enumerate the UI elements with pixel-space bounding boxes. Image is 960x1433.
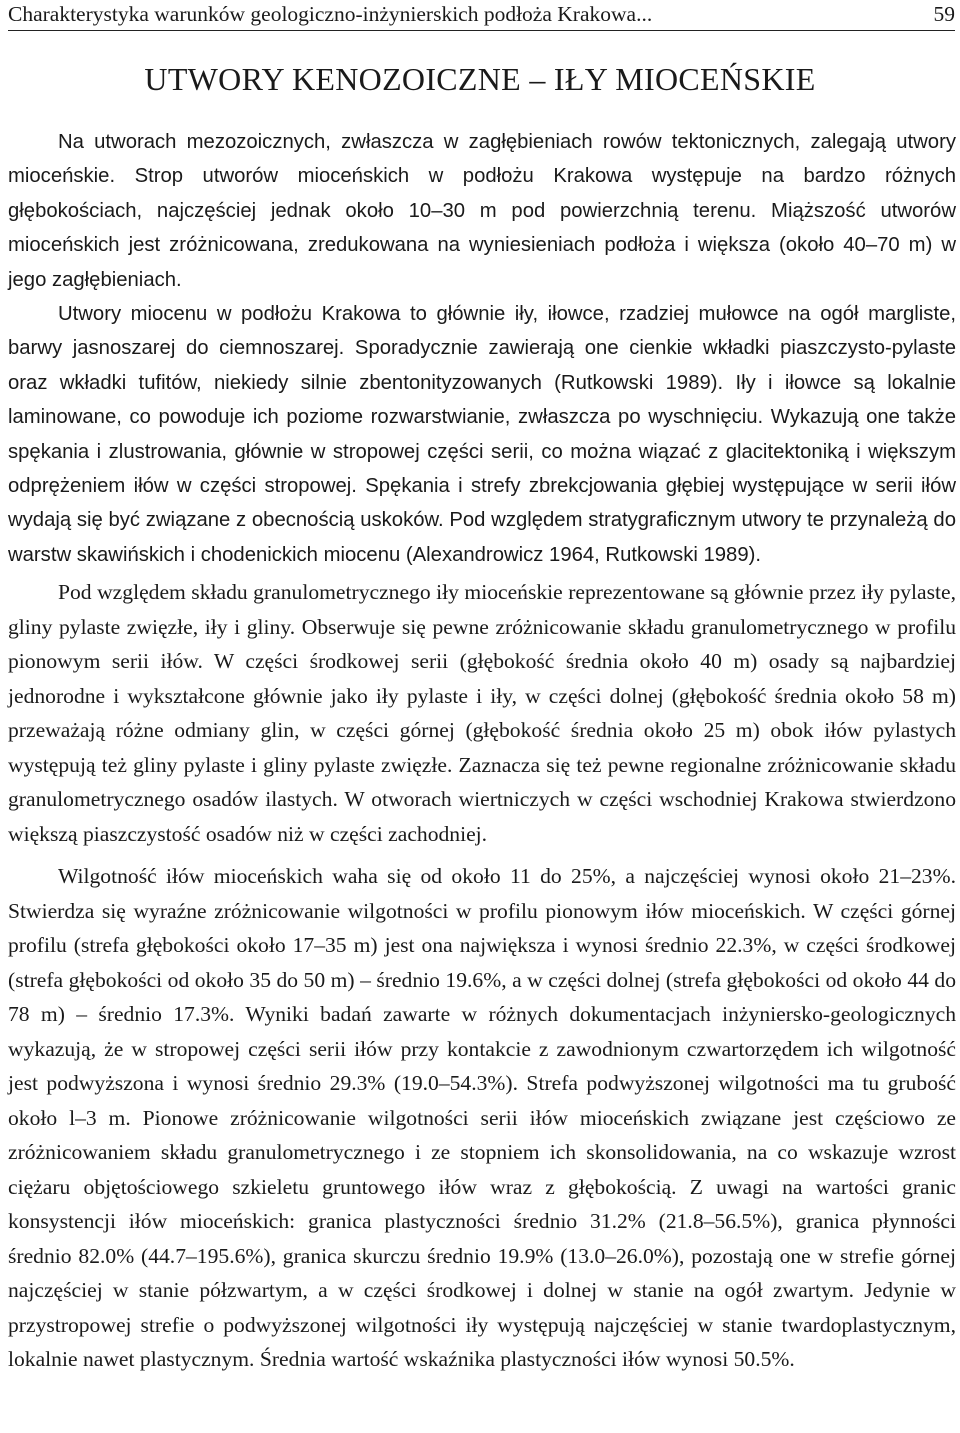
section-title: UTWORY KENOZOICZNE – IŁY MIOCEŃSKIE xyxy=(144,61,816,97)
body-text-serif xyxy=(8,575,956,1385)
body-text-sans xyxy=(8,125,956,572)
paragraph-miocene-occurrence: Na utworach mezozoicznych, zwłaszcza w zagłębieniach rowów tektonicznych, zalegają utwory mioceńskie. Strop utworów mioceńskich w podłożu Krakowa występuje na bardzo różnych głębokościach, najczęściej jednak około 10–30 m pod powierzchnią terenu. Miąższość utworów mioceńskich jest zróżnicowana, zredukowana na wyniesieniach podłoża i większa (około 40–70 m) w jego zagłębieniach. xyxy=(8,131,956,291)
paragraph-moisture: Wilgotność iłów mioceńskich waha się od około 11 do 25%, a najczęściej wynosi około 21–23%. Stwierdza się wyraźne zróżnicowanie wilgotności w profilu pionowym iłów mioceńskich. W części górnej profilu (strefa głębokości około 17–35 m) jest ona największa i wynosi średnio 22.3%, w części środkowej (strefa głębokości od około 35 do 50 m) – średnio 19.6%, a w części dolnej (strefa głębokości od około 44 do 78 m) – średnio 17.3%. Wyniki badań zawarte w różnych dokumentacjach inżyniersko-geologicznych wykazują, że w stropowej części serii iłów przy kontakcie z zawodnionym czwartorzędem ich wilgotność jest podwyższona i wynosi średnio 29.3% (19.0–54.3%). Strefa podwyższonej wilgotności ma tu grubość około l–3 m. Pionowe zróżnicowanie wilgotności serii iłów mioceńskich związane jest częściowo ze zróżnicowaniem składu granulometrycznego i ze stopniem ich skonsolidowania, na co wskazuje wzrost ciężaru objętościowego szkieletu gruntowego iłów wraz z głębokością. Z uwagi na wartości granic konsystencji iłów mioceńskich: granica plastyczności średnio 31.2% (21.8–56.5%), granica płynności średnio 82.0% (44.7–195.6%), granica skurczu średnio 19.9% (13.0–26.0%), pozostają one w strefie górnej najczęściej w stanie półzwartym, a w części środkowej i dolnej w stanie na ogół zwartym. Jedynie w przystropowej strefie o podwyższonej wilgotności iły występują najczęściej w stanie twardoplastycznym, lokalnie nawet plastycznym. Średnia wartość wskaźnika plastyczności iłów wynosi 50.5%. xyxy=(8,864,956,1371)
paragraph-miocene-lithology: Utwory miocenu w podłożu Krakowa to głównie iły, iłowce, rzadziej mułowce na ogół margliste, barwy jasnoszarej do ciemnoszarej. Sporadycznie zawierają one cienkie wkładki piaszczysto-pylaste oraz wkładki tufitów, niekiedy silnie zbentonityzowanych (Rutkowski 1989). Iły i iłowce są lokalnie laminowane, co powoduje ich poziome rozwarstwianie, zwłaszcza po wyschnięciu. Wykazują one także spękania i zlustrowania, głównie w stropowej części serii, co można wiązać z glacitektoniką i większym odprężeniem iłów w części stropowej. Spękania i strefy zbrekcjowania głębiej występujące w serii iłów wydają się być związane z obecnością uskoków. Pod względem stratygraficznym utwory te przynależą do warstw skawińskich i chodenickich miocenu (Alexandrowicz 1964, Rutkowski 1989). xyxy=(8,303,956,566)
running-header xyxy=(8,0,955,31)
running-header-title: Charakterystyka warunków geologiczno-inżynierskich podłoża Krakowa... xyxy=(8,2,653,26)
paragraph-granulometry: Pod względem składu granulometrycznego iły mioceńskie reprezentowane są głównie przez iły pylaste, gliny pylaste zwięzłe, iły i gliny. Obserwuje się pewne zróżnicowanie składu granulometrycznego w profilu pionowym serii iłów. W części środkowej serii (głębokość średnia około 40 m) osady są najbardziej jednorodne i wykształcone głównie jako iły pylaste i iły, w części dolnej (głębokość średnia około 58 m) przeważają różne odmiany glin, w części górnej (głębokość średnia około 25 m) obok iłów pylastych występują też gliny pylaste i gliny pylaste zwięzłe. Zaznacza się też pewne regionalne zróżnicowanie składu granulometrycznego osadów ilastych. W otworach wiertniczych w części wschodniej Krakowa stwierdzono większą piaszczystość osadów niż w części zachodniej. xyxy=(8,580,956,846)
page-number: 59 xyxy=(933,2,955,26)
